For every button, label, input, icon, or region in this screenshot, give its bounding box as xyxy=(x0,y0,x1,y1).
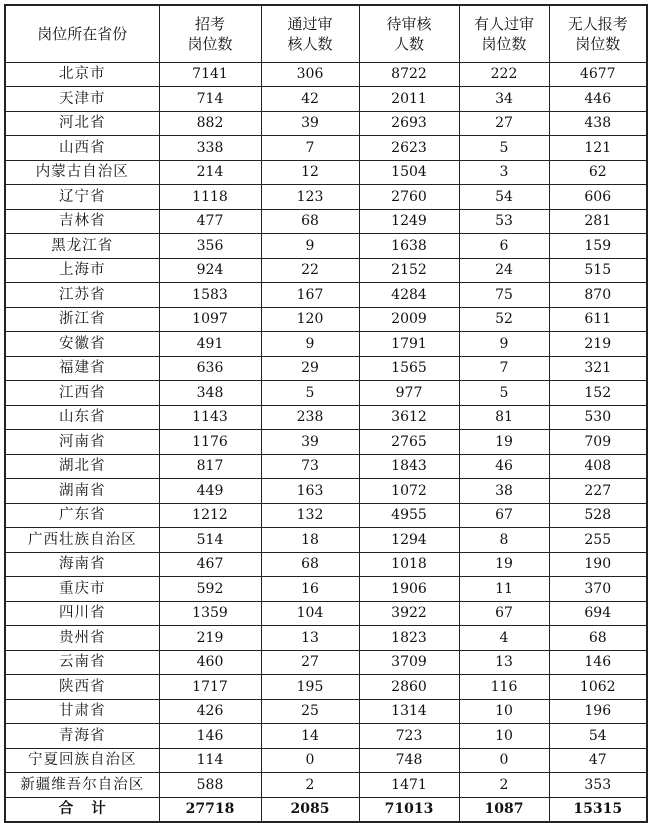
table-row xyxy=(5,626,647,651)
cell-province: 甘肃省 xyxy=(5,699,159,724)
cell-pending: 1294 xyxy=(359,528,459,553)
cell-positions-approved: 46 xyxy=(459,454,549,479)
cell-positions-approved: 3 xyxy=(459,160,549,185)
cell-province: 宁夏回族自治区 xyxy=(5,748,159,773)
cell-positions: 588 xyxy=(159,773,261,798)
cell-positions-empty: 62 xyxy=(549,160,647,185)
cell-province: 河南省 xyxy=(5,430,159,455)
cell-positions-empty: 255 xyxy=(549,528,647,553)
cell-positions: 1212 xyxy=(159,503,261,528)
cell-province: 山西省 xyxy=(5,136,159,161)
cell-approved: 195 xyxy=(261,675,359,700)
table-row xyxy=(5,111,647,136)
cell-pending: 1072 xyxy=(359,479,459,504)
cell-approved: 73 xyxy=(261,454,359,479)
cell-approved: 132 xyxy=(261,503,359,528)
cell-positions-empty: 219 xyxy=(549,332,647,357)
cell-approved: 39 xyxy=(261,430,359,455)
table-row xyxy=(5,283,647,308)
cell-province: 浙江省 xyxy=(5,307,159,332)
cell-approved: 7 xyxy=(261,136,359,161)
cell-approved: 0 xyxy=(261,748,359,773)
cell-pending: 723 xyxy=(359,724,459,749)
cell-positions-approved: 52 xyxy=(459,307,549,332)
cell-positions-approved: 2 xyxy=(459,773,549,798)
cell-positions-empty: 196 xyxy=(549,699,647,724)
cell-pending: 3709 xyxy=(359,650,459,675)
cell-approved: 120 xyxy=(261,307,359,332)
cell-positions-empty: 611 xyxy=(549,307,647,332)
cell-positions: 882 xyxy=(159,111,261,136)
table-row xyxy=(5,479,647,504)
cell-positions: 426 xyxy=(159,699,261,724)
total-cell-pending: 71013 xyxy=(359,797,459,822)
cell-positions: 1143 xyxy=(159,405,261,430)
data-table-container xyxy=(4,4,648,823)
cell-pending: 3922 xyxy=(359,601,459,626)
cell-positions-approved: 19 xyxy=(459,552,549,577)
cell-positions: 356 xyxy=(159,234,261,259)
cell-positions: 348 xyxy=(159,381,261,406)
cell-positions: 1717 xyxy=(159,675,261,700)
table-row xyxy=(5,773,647,798)
cell-positions-empty: 54 xyxy=(549,724,647,749)
cell-province: 内蒙古自治区 xyxy=(5,160,159,185)
cell-pending: 977 xyxy=(359,381,459,406)
table-body xyxy=(5,62,647,822)
cell-pending: 1823 xyxy=(359,626,459,651)
total-cell-approved: 2085 xyxy=(261,797,359,822)
cell-positions: 449 xyxy=(159,479,261,504)
cell-pending: 748 xyxy=(359,748,459,773)
cell-positions-approved: 75 xyxy=(459,283,549,308)
cell-positions-empty: 1062 xyxy=(549,675,647,700)
cell-positions: 1359 xyxy=(159,601,261,626)
cell-positions-empty: 870 xyxy=(549,283,647,308)
cell-positions-empty: 152 xyxy=(549,381,647,406)
cell-positions: 592 xyxy=(159,577,261,602)
cell-positions: 1097 xyxy=(159,307,261,332)
table-row xyxy=(5,748,647,773)
cell-approved: 2 xyxy=(261,773,359,798)
cell-positions-empty: 190 xyxy=(549,552,647,577)
table-row xyxy=(5,234,647,259)
cell-positions-approved: 34 xyxy=(459,87,549,112)
cell-positions: 460 xyxy=(159,650,261,675)
cell-positions: 477 xyxy=(159,209,261,234)
cell-positions-empty: 68 xyxy=(549,626,647,651)
cell-positions-empty: 121 xyxy=(549,136,647,161)
cell-pending: 2860 xyxy=(359,675,459,700)
cell-pending: 2760 xyxy=(359,185,459,210)
cell-positions: 7141 xyxy=(159,62,261,87)
table-row xyxy=(5,87,647,112)
cell-approved: 306 xyxy=(261,62,359,87)
cell-pending: 2765 xyxy=(359,430,459,455)
cell-pending: 1504 xyxy=(359,160,459,185)
cell-pending: 4955 xyxy=(359,503,459,528)
cell-positions-empty: 321 xyxy=(549,356,647,381)
cell-pending: 1906 xyxy=(359,577,459,602)
cell-positions-empty: 438 xyxy=(549,111,647,136)
cell-positions-approved: 4 xyxy=(459,626,549,651)
table-row xyxy=(5,699,647,724)
cell-approved: 5 xyxy=(261,381,359,406)
cell-province: 重庆市 xyxy=(5,577,159,602)
cell-positions: 338 xyxy=(159,136,261,161)
cell-approved: 22 xyxy=(261,258,359,283)
cell-positions-approved: 6 xyxy=(459,234,549,259)
cell-approved: 68 xyxy=(261,209,359,234)
cell-pending: 1565 xyxy=(359,356,459,381)
header-positions-with-approved: 有人过审 岗位数 xyxy=(459,5,549,62)
cell-positions-approved: 5 xyxy=(459,381,549,406)
recruitment-statistics-table xyxy=(4,4,648,823)
cell-pending: 1843 xyxy=(359,454,459,479)
table-row xyxy=(5,356,647,381)
cell-province: 湖南省 xyxy=(5,479,159,504)
cell-positions: 636 xyxy=(159,356,261,381)
cell-province: 上海市 xyxy=(5,258,159,283)
cell-approved: 9 xyxy=(261,234,359,259)
cell-province: 广西壮族自治区 xyxy=(5,528,159,553)
cell-positions-approved: 67 xyxy=(459,503,549,528)
cell-positions: 214 xyxy=(159,160,261,185)
cell-province: 河北省 xyxy=(5,111,159,136)
cell-province: 湖北省 xyxy=(5,454,159,479)
header-pending-count: 待审核 人数 xyxy=(359,5,459,62)
cell-province: 辽宁省 xyxy=(5,185,159,210)
cell-positions-empty: 606 xyxy=(549,185,647,210)
cell-positions-approved: 8 xyxy=(459,528,549,553)
cell-approved: 29 xyxy=(261,356,359,381)
cell-approved: 68 xyxy=(261,552,359,577)
cell-approved: 13 xyxy=(261,626,359,651)
cell-pending: 1471 xyxy=(359,773,459,798)
cell-positions-approved: 9 xyxy=(459,332,549,357)
cell-approved: 14 xyxy=(261,724,359,749)
cell-positions-approved: 10 xyxy=(459,724,549,749)
cell-positions: 817 xyxy=(159,454,261,479)
cell-province: 黑龙江省 xyxy=(5,234,159,259)
table-row xyxy=(5,552,647,577)
total-row xyxy=(5,797,647,822)
table-row xyxy=(5,601,647,626)
cell-province: 贵州省 xyxy=(5,626,159,651)
cell-approved: 12 xyxy=(261,160,359,185)
cell-province: 陕西省 xyxy=(5,675,159,700)
cell-positions: 924 xyxy=(159,258,261,283)
cell-positions: 491 xyxy=(159,332,261,357)
cell-province: 四川省 xyxy=(5,601,159,626)
cell-positions-empty: 353 xyxy=(549,773,647,798)
table-row xyxy=(5,675,647,700)
cell-pending: 1018 xyxy=(359,552,459,577)
total-cell-positions-empty: 15315 xyxy=(549,797,647,822)
header-province: 岗位所在省份 xyxy=(5,5,159,62)
table-row xyxy=(5,160,647,185)
cell-pending: 2011 xyxy=(359,87,459,112)
cell-pending: 2623 xyxy=(359,136,459,161)
cell-province: 北京市 xyxy=(5,62,159,87)
cell-approved: 27 xyxy=(261,650,359,675)
cell-positions-empty: 694 xyxy=(549,601,647,626)
cell-positions-approved: 13 xyxy=(459,650,549,675)
cell-approved: 9 xyxy=(261,332,359,357)
cell-pending: 1249 xyxy=(359,209,459,234)
cell-province: 江西省 xyxy=(5,381,159,406)
cell-positions-empty: 528 xyxy=(549,503,647,528)
cell-province: 江苏省 xyxy=(5,283,159,308)
cell-positions: 514 xyxy=(159,528,261,553)
cell-approved: 25 xyxy=(261,699,359,724)
cell-positions-empty: 227 xyxy=(549,479,647,504)
header-row xyxy=(5,5,647,62)
cell-positions-empty: 530 xyxy=(549,405,647,430)
cell-positions-empty: 146 xyxy=(549,650,647,675)
table-row xyxy=(5,62,647,87)
cell-pending: 4284 xyxy=(359,283,459,308)
cell-province: 新疆维吾尔自治区 xyxy=(5,773,159,798)
header-positions: 招考 岗位数 xyxy=(159,5,261,62)
cell-pending: 1791 xyxy=(359,332,459,357)
cell-positions-approved: 19 xyxy=(459,430,549,455)
table-row xyxy=(5,405,647,430)
cell-positions-approved: 11 xyxy=(459,577,549,602)
table-row xyxy=(5,454,647,479)
cell-positions-approved: 38 xyxy=(459,479,549,504)
cell-positions: 1176 xyxy=(159,430,261,455)
cell-positions-empty: 370 xyxy=(549,577,647,602)
cell-positions: 219 xyxy=(159,626,261,651)
cell-province: 安徽省 xyxy=(5,332,159,357)
cell-pending: 1638 xyxy=(359,234,459,259)
cell-positions: 1118 xyxy=(159,185,261,210)
cell-pending: 3612 xyxy=(359,405,459,430)
cell-pending: 2693 xyxy=(359,111,459,136)
cell-province: 山东省 xyxy=(5,405,159,430)
table-row xyxy=(5,332,647,357)
total-cell-positions-approved: 1087 xyxy=(459,797,549,822)
cell-positions: 114 xyxy=(159,748,261,773)
cell-pending: 8722 xyxy=(359,62,459,87)
cell-province: 吉林省 xyxy=(5,209,159,234)
table-row xyxy=(5,381,647,406)
cell-positions-empty: 709 xyxy=(549,430,647,455)
cell-province: 云南省 xyxy=(5,650,159,675)
cell-pending: 1314 xyxy=(359,699,459,724)
cell-positions: 146 xyxy=(159,724,261,749)
cell-positions-approved: 10 xyxy=(459,699,549,724)
cell-pending: 2009 xyxy=(359,307,459,332)
table-header xyxy=(5,5,647,62)
cell-positions-empty: 281 xyxy=(549,209,647,234)
cell-pending: 2152 xyxy=(359,258,459,283)
cell-positions: 1583 xyxy=(159,283,261,308)
cell-province: 天津市 xyxy=(5,87,159,112)
table-row xyxy=(5,307,647,332)
cell-approved: 39 xyxy=(261,111,359,136)
total-label: 合计 xyxy=(5,797,159,822)
table-row xyxy=(5,185,647,210)
cell-positions-empty: 47 xyxy=(549,748,647,773)
cell-province: 广东省 xyxy=(5,503,159,528)
cell-province: 海南省 xyxy=(5,552,159,577)
table-row xyxy=(5,209,647,234)
cell-positions-empty: 4677 xyxy=(549,62,647,87)
cell-positions-approved: 81 xyxy=(459,405,549,430)
cell-positions-empty: 446 xyxy=(549,87,647,112)
cell-approved: 123 xyxy=(261,185,359,210)
cell-province: 福建省 xyxy=(5,356,159,381)
table-row xyxy=(5,503,647,528)
cell-positions-approved: 0 xyxy=(459,748,549,773)
cell-positions-approved: 116 xyxy=(459,675,549,700)
table-row xyxy=(5,577,647,602)
cell-positions-approved: 222 xyxy=(459,62,549,87)
cell-positions-approved: 24 xyxy=(459,258,549,283)
cell-positions-empty: 408 xyxy=(549,454,647,479)
table-row xyxy=(5,528,647,553)
cell-approved: 16 xyxy=(261,577,359,602)
cell-positions-approved: 54 xyxy=(459,185,549,210)
cell-positions-approved: 53 xyxy=(459,209,549,234)
table-row xyxy=(5,430,647,455)
header-approved-count: 通过审 核人数 xyxy=(261,5,359,62)
table-row xyxy=(5,258,647,283)
cell-approved: 104 xyxy=(261,601,359,626)
cell-positions-empty: 515 xyxy=(549,258,647,283)
table-row xyxy=(5,650,647,675)
header-positions-no-applicants: 无人报考 岗位数 xyxy=(549,5,647,62)
cell-approved: 42 xyxy=(261,87,359,112)
cell-positions: 467 xyxy=(159,552,261,577)
cell-positions: 714 xyxy=(159,87,261,112)
cell-positions-empty: 159 xyxy=(549,234,647,259)
cell-province: 青海省 xyxy=(5,724,159,749)
cell-positions-approved: 67 xyxy=(459,601,549,626)
cell-approved: 238 xyxy=(261,405,359,430)
cell-positions-approved: 7 xyxy=(459,356,549,381)
table-row xyxy=(5,724,647,749)
cell-approved: 18 xyxy=(261,528,359,553)
cell-positions-approved: 5 xyxy=(459,136,549,161)
total-cell-positions: 27718 xyxy=(159,797,261,822)
cell-approved: 167 xyxy=(261,283,359,308)
cell-approved: 163 xyxy=(261,479,359,504)
table-row xyxy=(5,136,647,161)
cell-positions-approved: 27 xyxy=(459,111,549,136)
